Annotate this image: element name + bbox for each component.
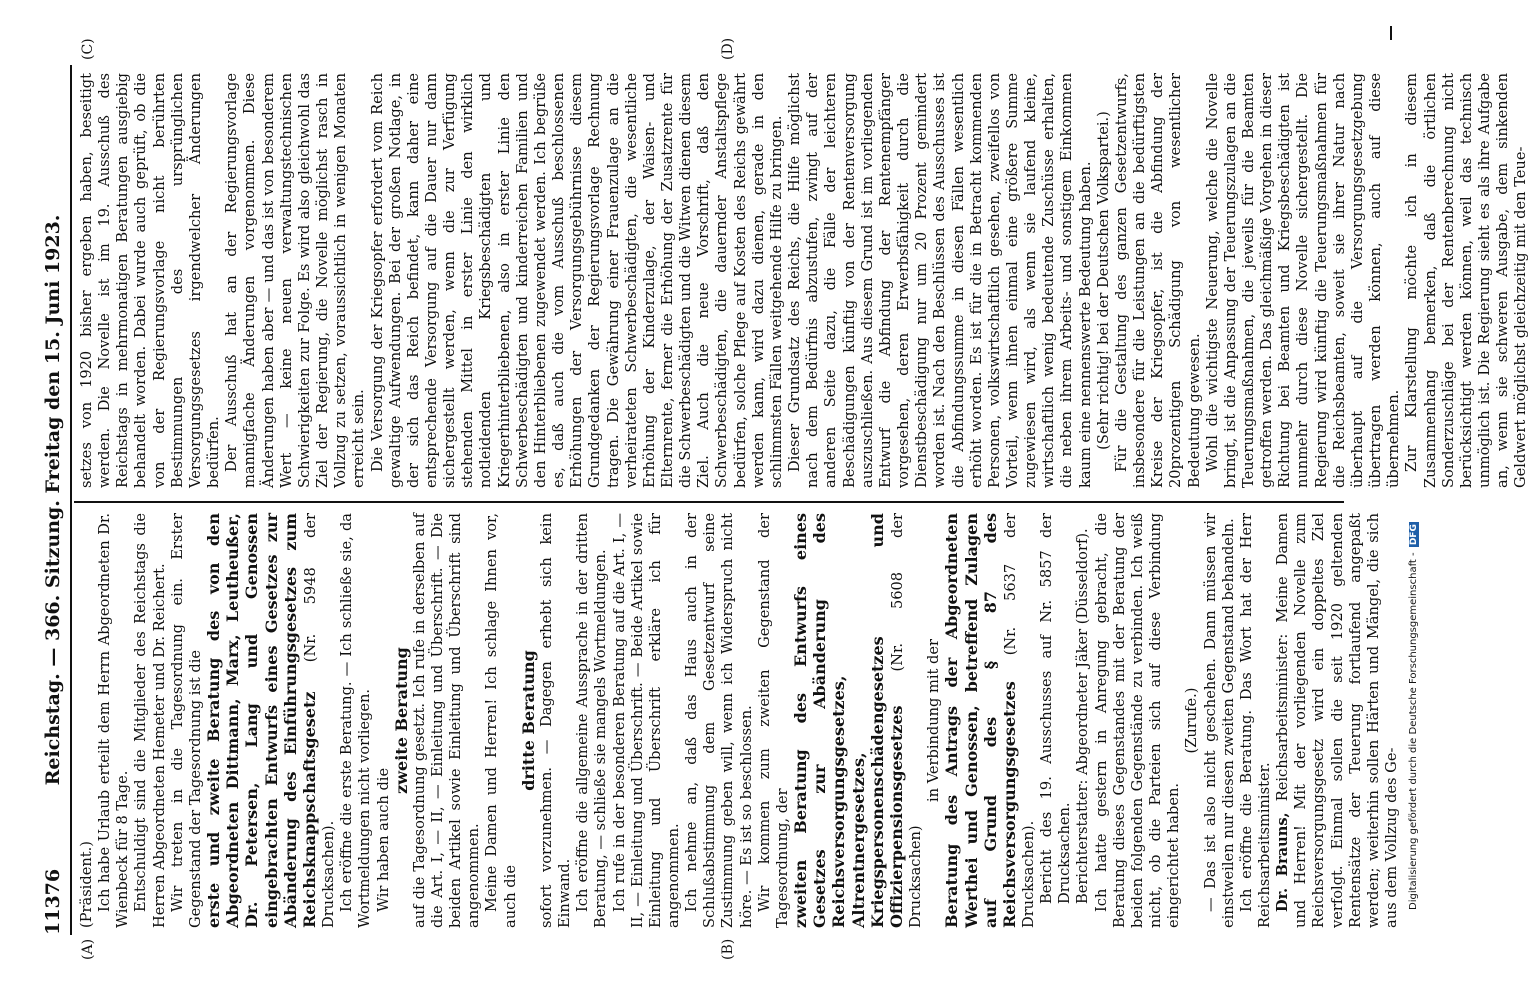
agenda-item: [943, 513, 1038, 928]
paragraph: Die Versorgung der Kriegsopfer erfordert vom Reich gewaltige Aufwendungen. Bei der großen Notlage, in der sich das Reich befindet, kann daher eine entsprechende Versorgung auf die Dauer nur dann sichergestellt werden, wenn die zur Verfügung stehenden Mittel in erster Linie den wirklich notleidenden Kriegsbeschädigten und Kriegerhinterbliebenen, also in erster Linie den Schwerbeschädigten und kinderreichen Familien und den Hinterbliebenen zugewendet werden. Ich begrüße es, daß auch die vom Ausschuß beschlossenen Erhöhungen der Versorgungsgebührnisse diesem Grundgedanken der Regierungsvorlage Rechnung tragen. Die Gewährung einer Frauenzulage an die verheirateten Schwerbeschädigten, die wesentliche Erhöhung der Kinderzulage, der Waisen- und Elternrente, ferner die Erhöhung der Zusatzrente für die Schwerbeschädigten und die Witwen dienen diesem Ziel. Auch die neue Vorschrift, daß den Schwerbeschädigten, die dauernder Anstaltspflege bedürfen, solche Pflege auf Kosten des Reichs gewährt werden kann, wird dazu dienen, gerade in den schlimmsten Fällen weitgehende Hilfe zu bringen.: [368, 73, 785, 488]
paragraph: Wohl die wichtigste Neuerung, welche die Novelle bringt, ist die Anpassung der Teuerungszulagen an die Teuerungsmaßnahmen, die jeweils für die Beamten getroffen werden. Das gleichmäßige Vorgehen in dieser Richtung bei Beamten und Kriegsbeschädigten ist nunmehr durch diese Novelle sichergestellt. Die Regierung wird künftig die Teuerungsmaßnahmen für die Reichsbeamten, soweit sie ihrer Natur nach überhaupt auf die Versorgungsgesetzgebung übertragen werden können, auch auf diese übernehmen.: [1203, 73, 1403, 488]
credit-text: Digitalisierung gefördert durch die Deutsche Forschungsgemeinschaft -: [1408, 552, 1419, 910]
paragraph: Wir haben auch die: [374, 767, 392, 912]
paragraph: Der Ausschuß hat an der Regierungsvorlage mannigfache Änderungen vorgenommen. Diese Änderungen haben aber — und das ist von besonderem Wert — keine neuen verwaltungstechnischen Schwierigkeiten zur Folge. Es wird also gleichwohl das Ziel der Regierung, die Novelle möglichst rasch in Vollzug zu setzen, voraussichtlich in wenigen Monaten erreicht sein.: [223, 73, 368, 488]
edge-tick: [1390, 26, 1392, 40]
agenda-item-ref: (Nr. 5637 der Drucksachen).: [1001, 513, 1037, 928]
paragraph: in Verbindung mit der: [925, 639, 943, 803]
section-heading: dritte Beratung: [518, 650, 538, 791]
margin-mark-b: (B): [720, 938, 736, 960]
speech-start: [1274, 513, 1401, 928]
digitization-credit: [1408, 90, 1419, 910]
agenda-item-title: Beratung des Antrags der Abgeordneten Werthei und Genossen, betreffend Zulagen auf Grund des § 87 des Reichsversorgungsgesetzes: [942, 513, 1019, 928]
paragraph: Meine Damen und Herren! Ich schlage Ihnen vor, auch die: [483, 513, 519, 928]
paragraph: Dieser Grundsatz des Reichs, die Hilfe möglichst nach dem Bedürfnis abzustufen, zwingt auf der anderen Seite dazu, die Fälle der leichteren Beschädigungen künftig von der Rentenversorgung auszuschließen. Aus diesem Grund ist im vorliegenden Entwurf die Abfindung der Rentenempfänger vorgesehen, deren Erwerbsfähigkeit durch die Dienstbeschädigung nur um 20 Prozent gemindert worden ist. Nach den Beschlüssen des Ausschusses ist die Abfindungssumme in diesen Fällen wesentlich erhöht worden. Es ist für die in Betracht kommenden Personen, volkswirtschaftlich gesehen, zweifellos von Vorteil, wenn ihnen einmal eine größere Summe zugewiesen wird, als wenn sie laufend kleine, wirtschaftlich wenig bedeutende Zuschüsse erhalten, die neben ihrem Arbeits- und sonstigem Einkommen kaum eine nennenswerte Bedeutung haben.: [786, 73, 1094, 488]
paragraph: Wir treten in die Tagesordnung ein. Erster Gegenstand der Tagesordnung ist die: [168, 513, 204, 928]
paragraph: Für die Gestaltung des ganzen Gesetzentwurfs, insbesondere für die Leistungen an die bedürftigsten Kreise der Kriegsopfer, ist die Abfindung der 20prozentigen Schädigung von wesentlicher Bedeutung gewesen.: [1112, 73, 1203, 488]
paragraph: Entschuldigt sind die Mitglieder des Reichstags die Herren Abgeordneten Hemeter und Dr. Reichert.: [132, 513, 168, 928]
paragraph: Ich eröffne die erste Beratung. — Ich schließe sie, da Wortmeldungen nicht vorliegen.: [338, 513, 374, 928]
margin-mark-c: (C): [80, 38, 96, 60]
speech-text: Reichsarbeitsminister: Meine Damen und Herren! Mit der vorliegenden Novelle zum Reichsversorgungsgesetz wird ein doppeltes Ziel verfolgt. Einmal sollen die seit 1920 geltenden Rentensätze der Teuerung fortlaufend angepaßt werden; weiterhin sollen Härten und Mängel, die sich aus dem Vollzug des Ge-: [1274, 512, 1401, 928]
paragraph: Ich eröffne die allgemeine Aussprache in der dritten Beratung, — schließe sie mangels Wortmeldungen.: [574, 513, 610, 928]
paragraph: sofort vorzunehmen. — Dagegen erhebt sich kein Einwand.: [537, 513, 574, 928]
agenda-item: [205, 513, 338, 928]
section-heading: zweite Beratung: [391, 647, 411, 794]
paragraph: Bericht des 19. Ausschusses auf Nr. 5857 der Drucksachen.: [1038, 513, 1074, 904]
speaker-name: Dr. Brauns,: [1274, 812, 1292, 912]
paragraph: Berichterstatter: Abgeordneter Jäker (Düsseldorf).: [1074, 528, 1092, 904]
paragraph: — Das ist also nicht geschehen. Dann müssen wir einstweilen nur diesen zweiten Gegenstand behandeln.: [1201, 513, 1237, 928]
paragraph: Ich eröffne die Beratung. Das Wort hat der Herr Reichsarbeitsminister.: [1237, 513, 1273, 928]
margin-mark-d: (D): [720, 37, 736, 60]
page-number: 11376: [42, 868, 64, 935]
running-title: Reichstag. — 366. Sitzung. Freitag den 15. Juni 1923.: [42, 214, 64, 786]
agenda-item-title: erste und zweite Beratung des von den Abgeordneten Dittmann, Marx, Leutheußer, Dr. Petersen, Lang und Genossen eingebrachten Entwurfs eines Gesetzes zur Abänderung des Einführungsgesetzes zum Reichsknappschaftsgesetz: [204, 513, 319, 928]
dfg-logo: DFG: [1409, 524, 1419, 546]
paragraph: Ich hatte gestern in Anregung gebracht, die Beratung dieses Gegenstandes mit der Beratung der beiden folgenden Gegenstände zu verbinden. Ich weiß nicht, ob die Parteien sich auf diese Verbindung eingerichtet haben.: [1092, 513, 1183, 928]
paragraph: Ich nehme an, daß das Haus auch in der Schlußabstimmung dem Gesetzentwurf seine Zustimmung geben will, wenn ich Widerspruch nicht höre. — Es ist so beschlossen.: [683, 513, 755, 928]
left-column: [78, 512, 1401, 928]
paragraph: Zur Klarstellung möchte ich in diesem Zusammenhang bemerken, daß die örtlichen Sonderzuschläge bei der Rentenberechnung nicht berücksichtigt werden können, weil das technisch unmöglich ist. Die Regierung sieht es als ihre Aufgabe an, wenn sie schweren Ausgabe, dem sinkenden Geldwert möglichst gleichzeitig mit den Teue-: [1403, 73, 1530, 488]
margin-mark-a: (A): [80, 938, 96, 960]
paragraph: setzes von 1920 bisher ergeben haben, beseitigt werden. Die Novelle ist im 19. Ausschuß des Reichstags in mehrmonatigen Beratungen ausgiebig behandelt worden. Dabei wurde auch geprüft, ob die von der Regierungsvorlage nicht berührten Bestimmungen des ursprünglichen Versorgungsgesetzes irgendwelcher Änderungen bedürfen.: [78, 73, 223, 488]
speaker-tag: (Präsident.): [78, 841, 95, 928]
paragraph: Ich rufe in der besonderen Beratung auf die Art. I, — II, — Einleitung und Überschrift. — Beide Artikel sowie Einleitung und Überschrift erkläre ich für angenommen.: [610, 513, 682, 928]
agenda-item-title: zweiten Beratung des Entwurfs eines Gesetzes zur Abänderung des Reichsversorgungsgesetzes, Altrentnergesetzes, Kriegspersonenschädengesetzes und Offizierpensionsgesetzes: [791, 513, 906, 928]
interjection: (Sehr richtig! bei der Deutschen Volkspartei.): [1094, 111, 1112, 450]
page-header: [40, 65, 70, 935]
agenda-item: [792, 513, 925, 928]
interjection: (Zurufe.): [1183, 687, 1201, 754]
column-rule: [74, 501, 1344, 503]
paragraph: auf die Tagesordnung gesetzt. Ich rufe in derselben auf die Art. I, — II, — Einleitung und Überschrift. — Die beiden Artikel sowie Einleitung und Überschrift sind angenommen.: [410, 513, 483, 928]
paragraph: Wir kommen zum zweiten Gegenstand der Tagesordnung, der: [755, 513, 791, 928]
agenda-item-ref: (Nr. 5608 der Drucksachen): [888, 513, 925, 928]
agenda-item-ref: (Nr. 5948 der Drucksachen).: [301, 513, 338, 928]
paragraph: Ich habe Urlaub erteilt dem Herrn Abgeordneten Dr. Wienbeck für 8 Tage.: [96, 513, 132, 928]
right-column: [78, 73, 1530, 488]
header-rule: [70, 65, 72, 935]
